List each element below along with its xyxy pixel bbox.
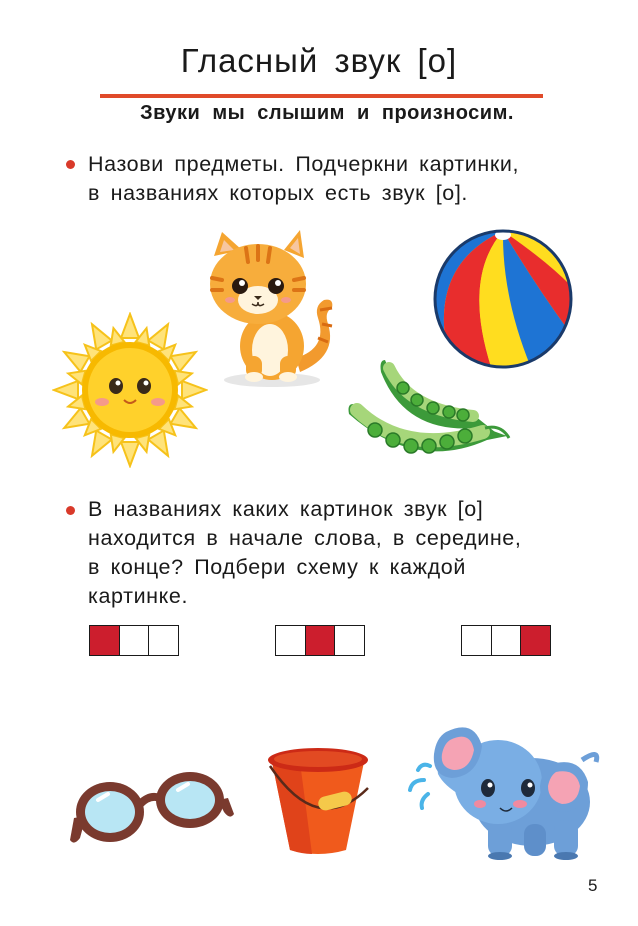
elephant-icon bbox=[404, 716, 604, 864]
scheme-cell bbox=[275, 625, 306, 656]
peas-icon bbox=[345, 352, 513, 468]
ball-icon bbox=[432, 228, 574, 370]
task-1-text bbox=[88, 150, 519, 208]
scheme-cell bbox=[89, 625, 120, 656]
task-1-line: в названиях которых есть звук [о]. bbox=[88, 181, 469, 205]
scheme-cell bbox=[520, 625, 551, 656]
sun-icon bbox=[52, 312, 208, 468]
scheme-cell bbox=[461, 625, 492, 656]
glasses-icon bbox=[68, 768, 236, 850]
sound-scheme-end bbox=[461, 625, 551, 656]
task-1-bullet bbox=[66, 160, 75, 169]
page-number: 5 bbox=[588, 876, 598, 895]
scheme-cell bbox=[305, 625, 336, 656]
task-2-line: В названиях каких картинок звук [о] bbox=[88, 497, 484, 521]
scheme-cell bbox=[491, 625, 522, 656]
sound-scheme-start bbox=[89, 625, 179, 656]
task-2-line: находится в начале слова, в середине, bbox=[88, 526, 522, 550]
kitten-icon bbox=[200, 228, 340, 390]
task-1-line: Назови предметы. Подчеркни картинки, bbox=[88, 152, 520, 176]
page-title: Гласный звук [о] bbox=[180, 42, 458, 79]
task-2-line: картинке. bbox=[88, 584, 189, 608]
task-2-text bbox=[88, 495, 521, 611]
bucket-icon bbox=[262, 742, 374, 858]
scheme-cell bbox=[334, 625, 365, 656]
page-subtitle: Звуки мы слышим и произносим. bbox=[140, 102, 514, 124]
task-2-bullet bbox=[66, 506, 75, 515]
task-2-line: в конце? Подбери схему к каждой bbox=[88, 555, 466, 579]
scheme-cell bbox=[119, 625, 150, 656]
scheme-cell bbox=[148, 625, 179, 656]
title-divider bbox=[100, 94, 543, 98]
sound-scheme-middle bbox=[275, 625, 365, 656]
